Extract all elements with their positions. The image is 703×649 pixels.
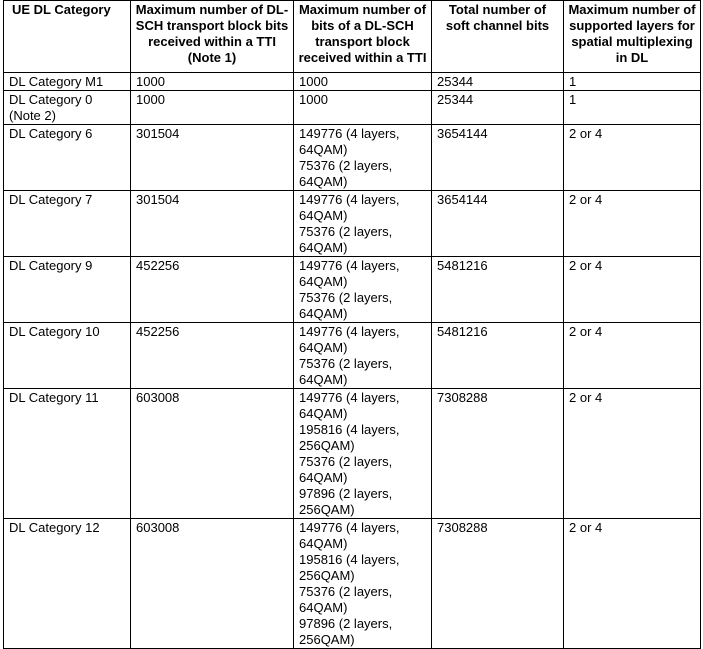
- cell-max-layers: 2 or 4: [564, 323, 701, 389]
- cell-category: DL Category 10: [4, 323, 131, 389]
- cell-max-bits-per-tb: [294, 257, 432, 323]
- cell-soft-channel-bits: 3654144: [432, 191, 564, 257]
- cell-max-bits-per-tb-entry: 75376 (2 layers, 64QAM): [299, 584, 393, 615]
- cell-max-layers: 2 or 4: [564, 257, 701, 323]
- cell-soft-channel-bits: 7308288: [432, 519, 564, 649]
- cell-category: DL Category 7: [4, 191, 131, 257]
- cell-max-tb-bits-tti: 452256: [131, 257, 294, 323]
- cell-category: DL Category 6: [4, 125, 131, 191]
- table-body: [4, 73, 701, 649]
- cell-max-layers: 2 or 4: [564, 125, 701, 191]
- cell-max-bits-per-tb: [294, 91, 432, 125]
- cell-soft-channel-bits: 7308288: [432, 389, 564, 519]
- cell-soft-channel-bits: 5481216: [432, 257, 564, 323]
- cell-max-bits-per-tb-entry: 195816 (4 layers, 256QAM): [299, 422, 400, 453]
- cell-max-layers: 2 or 4: [564, 519, 701, 649]
- cell-max-tb-bits-tti: 603008: [131, 389, 294, 519]
- cell-max-bits-per-tb-entry: 195816 (4 layers, 256QAM): [299, 552, 400, 583]
- cell-max-bits-per-tb: [294, 73, 432, 91]
- cell-max-bits-per-tb: [294, 323, 432, 389]
- cell-max-bits-per-tb-entry: 75376 (2 layers, 64QAM): [299, 224, 393, 255]
- header-soft-channel-bits: Total number of soft channel bits: [432, 1, 564, 73]
- cell-max-tb-bits-tti: 603008: [131, 519, 294, 649]
- table-row: [4, 125, 701, 191]
- cell-soft-channel-bits: 5481216: [432, 323, 564, 389]
- table-row: [4, 73, 701, 91]
- cell-max-layers: 1: [564, 73, 701, 91]
- cell-max-tb-bits-tti: 1000: [131, 91, 294, 125]
- table-row: [4, 389, 701, 519]
- header-max-bits-per-tb: Maximum number of bits of a DL-SCH transport block received within a TTI: [294, 1, 432, 73]
- cell-max-layers: 2 or 4: [564, 389, 701, 519]
- cell-max-layers: 1: [564, 91, 701, 125]
- cell-max-bits-per-tb-entry: 97896 (2 layers, 256QAM): [299, 616, 393, 647]
- table-row: [4, 519, 701, 649]
- cell-max-bits-per-tb-entry: 75376 (2 layers, 64QAM): [299, 158, 393, 189]
- header-max-layers: Maximum number of supported layers for spatial multiplexing in DL: [564, 1, 701, 73]
- table-row: [4, 191, 701, 257]
- cell-max-tb-bits-tti: 1000: [131, 73, 294, 91]
- cell-soft-channel-bits: 3654144: [432, 125, 564, 191]
- cell-max-bits-per-tb-entry: 149776 (4 layers, 64QAM): [299, 324, 400, 355]
- cell-category: DL Category 11: [4, 389, 131, 519]
- cell-max-bits-per-tb-entry: 149776 (4 layers, 64QAM): [299, 192, 400, 223]
- cell-soft-channel-bits: 25344: [432, 73, 564, 91]
- ue-dl-category-table: [3, 0, 701, 649]
- cell-category: DL Category 0 (Note 2): [4, 91, 131, 125]
- header-max-tb-bits-tti: Maximum number of DL-SCH transport block bits received within a TTI (Note 1): [131, 1, 294, 73]
- table-header: [4, 1, 701, 73]
- cell-max-layers: 2 or 4: [564, 191, 701, 257]
- cell-max-bits-per-tb-entry: 149776 (4 layers, 64QAM): [299, 520, 400, 551]
- cell-max-bits-per-tb-entry: 1000: [299, 74, 328, 89]
- table-row: [4, 257, 701, 323]
- cell-max-bits-per-tb: [294, 389, 432, 519]
- cell-max-bits-per-tb: [294, 519, 432, 649]
- header-row: [4, 1, 701, 73]
- cell-category: DL Category 9: [4, 257, 131, 323]
- cell-category: DL Category M1: [4, 73, 131, 91]
- cell-soft-channel-bits: 25344: [432, 91, 564, 125]
- table-row: [4, 91, 701, 125]
- table-row: [4, 323, 701, 389]
- cell-category: DL Category 12: [4, 519, 131, 649]
- cell-max-bits-per-tb-entry: 149776 (4 layers, 64QAM): [299, 258, 400, 289]
- cell-max-bits-per-tb-entry: 75376 (2 layers, 64QAM): [299, 454, 393, 485]
- cell-max-bits-per-tb-entry: 149776 (4 layers, 64QAM): [299, 126, 400, 157]
- cell-max-tb-bits-tti: 452256: [131, 323, 294, 389]
- cell-max-bits-per-tb-entry: 75376 (2 layers, 64QAM): [299, 356, 393, 387]
- cell-max-bits-per-tb: [294, 125, 432, 191]
- cell-max-bits-per-tb: [294, 191, 432, 257]
- cell-max-tb-bits-tti: 301504: [131, 191, 294, 257]
- cell-max-bits-per-tb-entry: 97896 (2 layers, 256QAM): [299, 486, 393, 517]
- cell-max-tb-bits-tti: 301504: [131, 125, 294, 191]
- cell-max-bits-per-tb-entry: 75376 (2 layers, 64QAM): [299, 290, 393, 321]
- cell-max-bits-per-tb-entry: 149776 (4 layers, 64QAM): [299, 390, 400, 421]
- header-ue-dl-category: UE DL Category: [4, 1, 131, 73]
- cell-max-bits-per-tb-entry: 1000: [299, 92, 328, 107]
